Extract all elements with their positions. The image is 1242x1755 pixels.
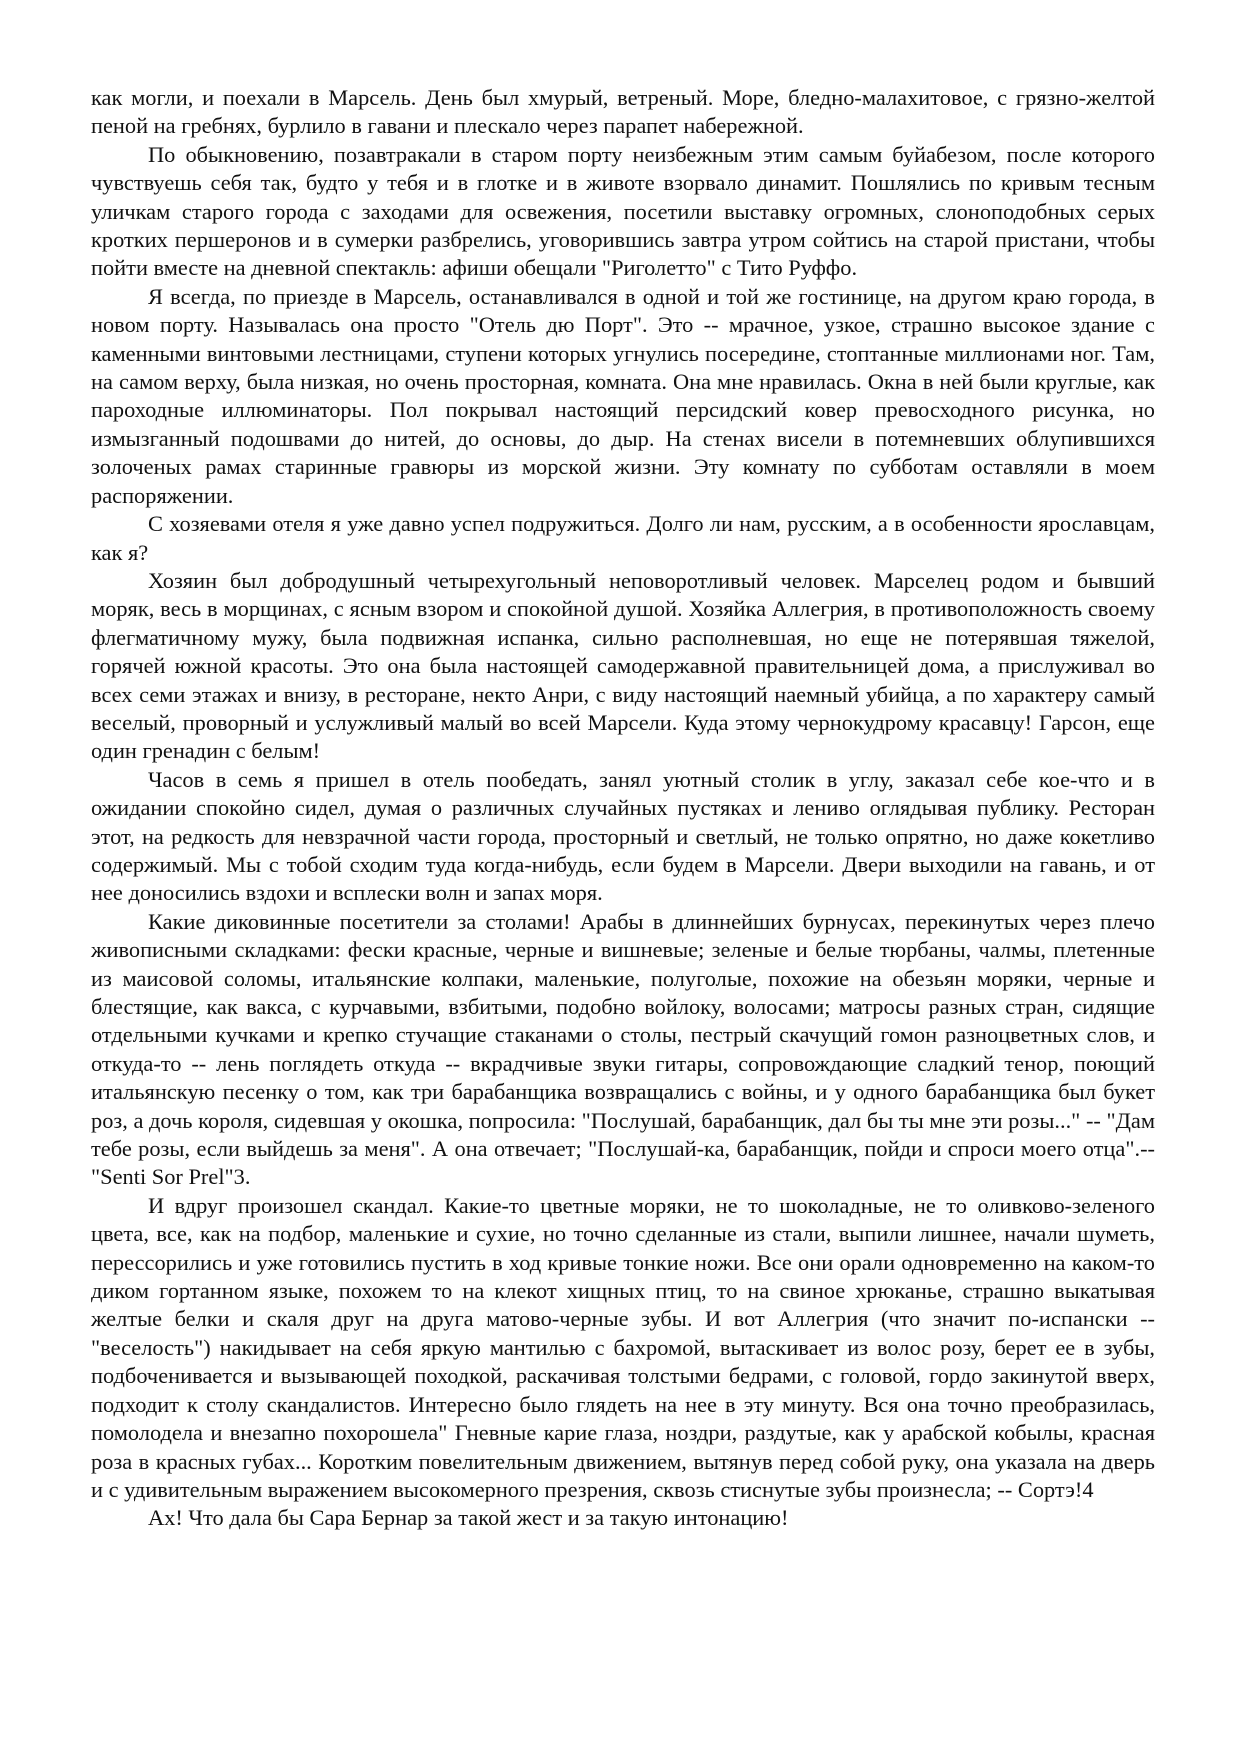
paragraph-7: Какие диковинные посетители за столами! Арабы в длиннейших бурнусах, перекинутых через плечо живописными складками: фески красные, черные и вишневые; зеленые и белые тюрбаны, чалмы, плетенные из маисовой соломы, итальянские колпаки, маленькие, полуголые, похожие на обезьян моряки, черные и блестящие, как вакса, с курчавыми, взбитыми, подобно войлоку, волосами; матросы разных стран, сидящие отдельными кучками и крепко стучащие стаканами о столы, пестрый скачущий гомон разноцветных слов, и откуда-то -- лень поглядеть откуда -- вкрадчивые звуки гитары, сопровождающие сладкий тенор, поющий итальянскую песенку о том, как три барабанщика возвращались с войны, и у одного барабанщика был букет роз, а дочь короля, сидевшая у окошка, попросила: "Послушай, барабанщик, дал бы ты мне эти розы..." -- "Дам тебе розы, если выйдешь за меня". А она отвечает; "Послушай-ка, барабанщик, пойди и спроси моего отца".-- "Senti Sor Prel"3. (91, 908, 1155, 1190)
paragraph-8: И вдруг произошел скандал. Какие-то цветные моряки, не то шоколадные, не то оливково-зеленого цвета, все, как на подбор, маленькие и сухие, но точно сделанные из стали, выпили лишнее, начали шуметь, перессорились и уже готовились пустить в ход кривые тонкие ножи. Все они орали одновременно на каком-то диком гортанном языке, похожем то на клекот хищных птиц, то на свиное хрюканье, страшно выкатывая желтые белки и скаля друг на друга матово-черные зубы. И вот Аллегрия (что значит по-испански -- "веселость") накидывает на себя яркую мантилью с бахромой, вытаскивает из волос розу, берет ее в зубы, подбоченивается и вызывающей походкой, раскачивая толстыми бедрами, с головой, гордо закинутой вверх, подходит к столу скандалистов. Интересно было глядеть на нее в эту минуту. Вся она точно преобразилась, помолодела и внезапно похорошела" Гневные карие глаза, ноздри, раздутые, как у арабской кобылы, красная роза в красных губах... Коротким повелительным движением, вытянув перед собой руку, она указала на дверь и с удивительным выражением высокомерного презрения, сквозь стиснутые зубы произнесла; -- Сортэ!4 (91, 1192, 1155, 1502)
paragraph-4: С хозяевами отеля я уже давно успел подружиться. Долго ли нам, русским, а в особенности ярославцам, как я? (91, 511, 1155, 565)
paragraph-5: Хозяин был добродушный четырехугольный неповоротливый человек. Марселец родом и бывший моряк, весь в морщинах, с ясным взором и спокойной душой. Хозяйка Аллегрия, в противоположность своему флегматичному мужу, была подвижная испанка, сильно располневшая, но еще не потерявшая тяжелой, горячей южной красоты. Это она была настоящей самодержавной правительницей дома, а прислуживал во всех семи этажах и внизу, в ресторане, некто Анри, с виду настоящий наемный убийца, а по характеру самый веселый, проворный и услужливый малый во всей Марсели. Куда этому чернокудрому красавцу! Гарсон, еще один гренадин с белым! (91, 567, 1155, 764)
paragraph-1: как могли, и поехали в Марсель. День был хмурый, ветреный. Море, бледно-малахитовое, с грязно-желтой пеной на гребнях, бурлило в гавани и плескало через парапет набережной. (91, 85, 1155, 139)
paragraph-6: Часов в семь я пришел в отель пообедать, занял уютный столик в углу, заказал себе кое-что и в ожидании спокойно сидел, думая о различных случайных пустяках и лениво оглядывая публику. Ресторан этот, на редкость для невзрачной части города, просторный и светлый, не только опрятно, но даже кокетливо содержимый. Мы с тобой сходим туда когда-нибудь, если будем в Марсели. Двери выходили на гавань, и от нее доносились вздохи и всплески волн и запах моря. (91, 766, 1155, 906)
document-page (91, 84, 1155, 1533)
paragraph-9: Ах! Что дала бы Сара Бернар за такой жест и за такую интонацию! (148, 1505, 789, 1531)
paragraph-2: По обыкновению, позавтракали в старом порту неизбежным этим самым буйабезом, после которого чувствуешь себя так, будто у тебя и в глотке и в животе взорвало динамит. Пошлялись по кривым тесным уличкам старого города с заходами для освежения, посетили выставку огромных, слоноподобных серых кротких першеронов и в сумерки разбрелись, уговорившись завтра утром сойтись на старой пристани, чтобы пойти вместе на дневной спектакль: афиши обещали "Риголетто" с Тито Руффо. (91, 141, 1155, 281)
paragraph-3: Я всегда, по приезде в Марсель, останавливался в одной и той же гостинице, на другом краю города, в новом порту. Называлась она просто "Отель дю Порт". Это -- мрачное, узкое, страшно высокое здание с каменными винтовыми лестницами, ступени которых угнулись посередине, стоптанные миллионами ног. Там, на самом верху, была низкая, но очень просторная, комната. Она мне нравилась. Окна в ней были круглые, как пароходные иллюминаторы. Пол покрывал настоящий персидский ковер превосходного рисунка, но измызганный подошвами до нитей, до основы, до дыр. На стенах висели в потемневших облупившихся золоченых рамах старинные гравюры из морской жизни. Эту комнату по субботам оставляли в моем распоряжении. (91, 283, 1155, 508)
